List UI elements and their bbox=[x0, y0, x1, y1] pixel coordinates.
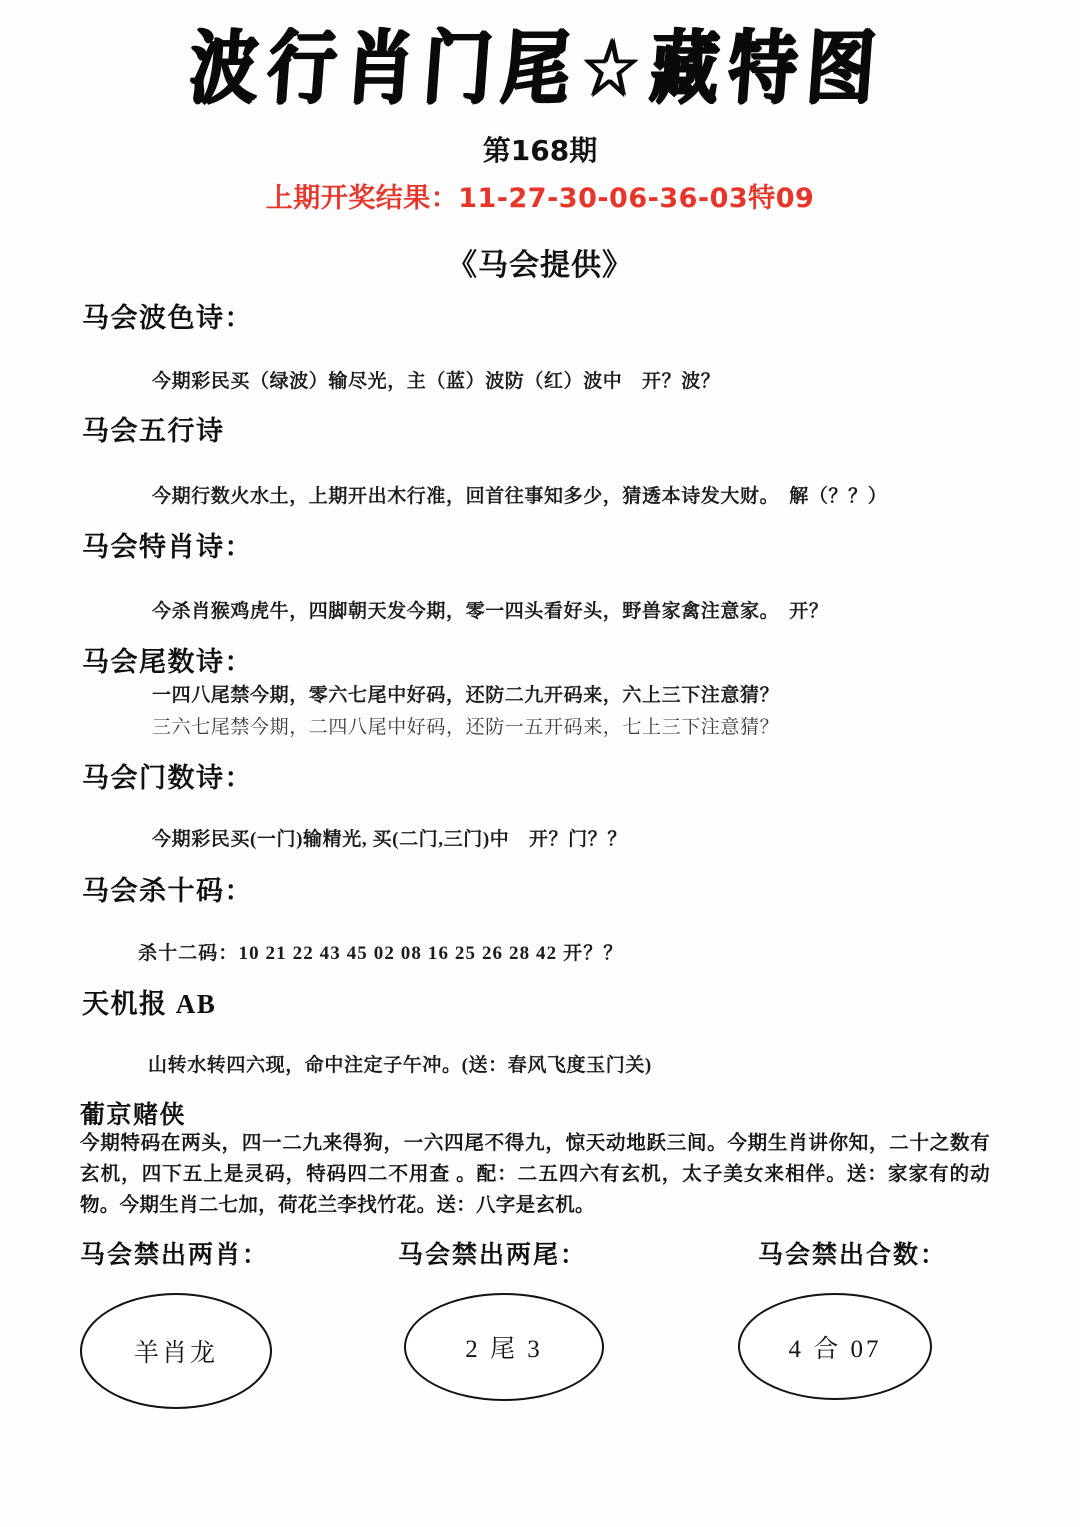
forbidden-zodiac-block bbox=[50, 1235, 380, 1409]
section-text-pujing: 今期特码在两头，四一二九来得狗，一六四尾不得九，惊天动地跃三间。今期生肖讲你知，二十之数有玄机，四下五上是灵码，特码四二不用查 。配：二五四六有玄机，太子美女来相伴。送：家家有的动物。今期生肖二七加，荷花兰李找竹花。送：八字是玄机。 bbox=[80, 1133, 990, 1216]
section-text-bose-1: 今期彩民买（绿波）输尽光，主（蓝）波防（红）波中 开？波？ bbox=[152, 371, 721, 392]
provider-title: 《马会提供》 bbox=[447, 249, 633, 282]
forbidden-sum-value: 4 合 07 bbox=[738, 1293, 932, 1400]
forbidden-zodiac-value: 羊肖龙 bbox=[80, 1293, 272, 1409]
forbidden-zodiac-label: 马会禁出两肖： bbox=[80, 1242, 270, 1269]
section-heading-weishu: 马会尾数诗： bbox=[82, 647, 253, 677]
forbidden-sum-block bbox=[700, 1235, 1030, 1400]
section-text-weishu-1: 一四八尾禁今期，零六七尾中好码，还防二九开码来，六上三下注意猜？ bbox=[152, 685, 780, 706]
forbidden-row bbox=[0, 1235, 1080, 1435]
forbidden-tail-label: 马会禁出两尾： bbox=[398, 1242, 588, 1269]
section-text-shama-1: 杀十二码：10 21 22 43 45 02 08 16 25 26 28 42 开？？ bbox=[138, 943, 624, 964]
page-title: 波行肖门尾☆藏特图 bbox=[185, 22, 888, 116]
section-heading-pujing: 葡京赌侠 bbox=[80, 1102, 187, 1129]
section-text-weishu-2: 三六七尾禁今期，二四八尾中好码，还防一五开码来，七上三下注意猜？ bbox=[152, 717, 780, 738]
section-heading-menshu: 马会门数诗： bbox=[82, 763, 253, 793]
last-draw-result: 上期开奖结果：11-27-30-06-36-03特09 bbox=[265, 183, 815, 214]
section-text-texiao-1: 今杀肖猴鸡虎牛，四脚朝天发今期，零一四头看好头，野兽家禽注意家。 开？ bbox=[152, 601, 829, 622]
forbidden-sum-label: 马会禁出合数： bbox=[758, 1242, 948, 1269]
section-heading-tianjibao: 天机报 AB bbox=[82, 989, 217, 1019]
section-text-menshu-1: 今期彩民买(一门)输精光, 买(二门,三门)中 开？门？？ bbox=[152, 829, 627, 850]
section-heading-texiao: 马会特肖诗： bbox=[82, 532, 253, 562]
section-heading-bose: 马会波色诗： bbox=[82, 303, 253, 333]
forbidden-tail-value: 2 尾 3 bbox=[404, 1293, 604, 1401]
forbidden-tail-block bbox=[370, 1235, 700, 1401]
banner bbox=[0, 22, 1080, 116]
section-text-wuxing-1: 今期行数火水土，上期开出木行准，回首往事知多少，猜透本诗发大财。 解（？？） bbox=[152, 486, 888, 507]
section-heading-shama: 马会杀十码： bbox=[82, 876, 253, 906]
section-text-tianjibao-1: 山转水转四六现，命中注定子午冲。(送：春风飞度玉门关) bbox=[148, 1055, 652, 1076]
section-heading-wuxing: 马会五行诗 bbox=[82, 416, 225, 446]
issue-number: 第168期 bbox=[482, 134, 598, 167]
